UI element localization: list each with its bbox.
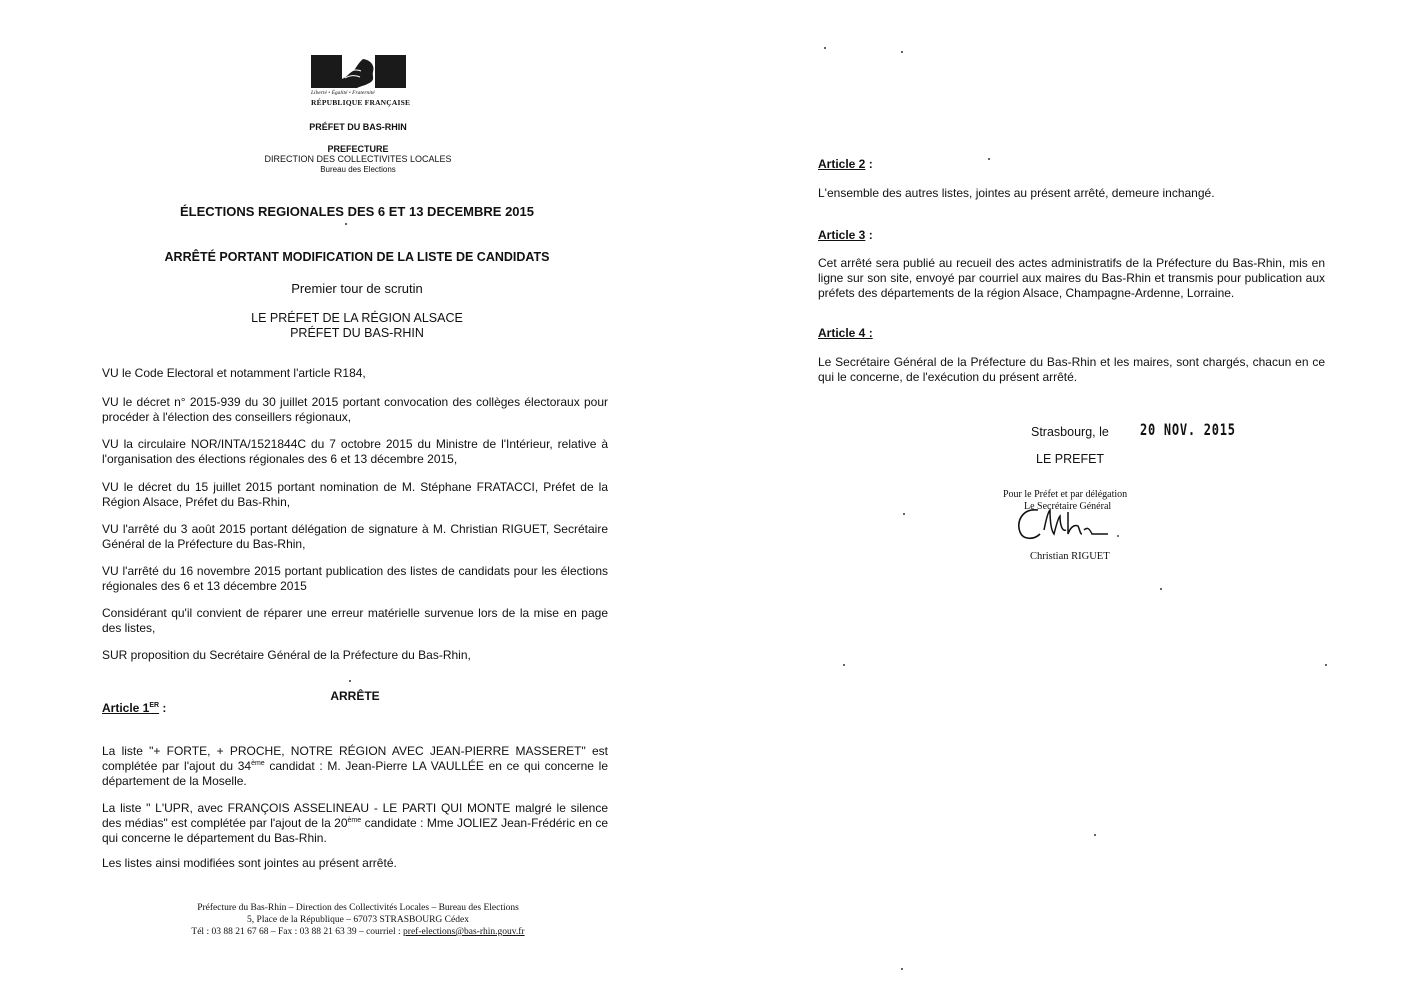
- signatory-name: Christian RIGUET: [1030, 551, 1110, 562]
- scan-speck: [901, 51, 903, 53]
- consideration-8: SUR proposition du Secrétaire Général de la Préfecture du Bas-Rhin,: [102, 648, 471, 662]
- signature-delegation: Pour le Préfet et par délégation: [1003, 489, 1128, 500]
- authority-line-2: PRÉFET DU BAS-RHIN: [290, 326, 424, 340]
- scan-speck: [349, 680, 351, 682]
- consideration-1: VU le Code Electoral et notamment l'article R184,: [102, 366, 366, 380]
- article-2-heading: Article 2 :: [818, 157, 873, 171]
- article-1-label: Article 1ER: [102, 701, 160, 715]
- article-3-heading: Article 3 :: [818, 228, 873, 242]
- article-2-text: L'ensemble des autres listes, jointes au présent arrêté, demeure inchangé.: [818, 186, 1215, 200]
- marianne-logo: [311, 55, 411, 107]
- article-1-paragraph-1: La liste "+ FORTE, + PROCHE, NOTRE RÉGION AVEC JEAN-PIERRE MASSERET" est complétée par l'ajout du 34ème candidat : M. Jean-Pierre LA VAULLÉE en ce qui concerne le département de la Moselle.: [102, 744, 608, 788]
- footer-line-3: Tél : 03 88 21 67 68 – Fax : 03 88 21 63 39 – courriel : pref-elections@bas-rhin.gouv.fr: [191, 927, 525, 937]
- signature-role: LE PREFET: [1036, 452, 1105, 466]
- article-3-label: Article 3: [818, 228, 866, 242]
- article-4-heading: [818, 326, 873, 340]
- consideration-5: VU l'arrêté du 3 août 2015 portant délégation de signature à M. Christian RIGUET, Secrétaire Général de la Préfecture du Bas-Rhin,: [102, 522, 608, 551]
- consideration-6: VU l'arrêté du 16 novembre 2015 portant publication des listes de candidats pour les élections régionales des 6 et 13 décembre 2015: [102, 564, 608, 593]
- bureau-heading: Bureau des Elections: [320, 165, 396, 174]
- scan-speck: [843, 664, 845, 666]
- signature-date-stamp: 20 NOV. 2015: [1140, 420, 1236, 439]
- article-1-paragraph-3: Les listes ainsi modifiées sont jointes au présent arrêté.: [102, 856, 397, 870]
- footer-line-1: Préfecture du Bas-Rhin – Direction des Collectivités Locales – Bureau des Elections: [197, 903, 519, 913]
- footer-email-link[interactable]: pref-elections@bas-rhin.gouv.fr: [403, 927, 525, 937]
- article-1-heading: Article 1ER :: [102, 701, 167, 715]
- consideration-4: VU le décret du 15 juillet 2015 portant nomination de M. Stéphane FRATACCI, Préfet de la Région Alsace, Préfet du Bas-Rhin,: [102, 480, 608, 509]
- prefecture-heading: PREFECTURE: [327, 144, 389, 154]
- scan-speck: [901, 968, 903, 970]
- scan-speck: [345, 223, 347, 225]
- signature-place: Strasbourg, le: [1031, 425, 1109, 439]
- scan-speck: [903, 513, 905, 515]
- consideration-3: VU la circulaire NOR/INTA/1521844C du 7 octobre 2015 du Ministre de l'Intérieur, relative à l'organisation des élections régionales des 6 et 13 décembre 2015,: [102, 437, 608, 466]
- article-4-text: Le Secrétaire Général de la Préfecture du Bas-Rhin et les maires, sont chargés, chacun en ce qui le concerne, de l'exécution du présent arrêté.: [818, 355, 1325, 384]
- footer-line-2: 5, Place de la République – 67073 STRASBOURG Cédex: [247, 915, 469, 925]
- prefet-heading: PRÉFET DU BAS-RHIN: [309, 122, 407, 132]
- article-1-paragraph-2: La liste " L'UPR, avec FRANÇOIS ASSELINEAU - LE PARTI QUI MONTE malgré le silence des médias" est complétée par l'ajout de la 20ème candidate : Mme JOLIEZ Jean-Frédéric en ce qui concerne le département du Bas-Rhin.: [102, 801, 608, 845]
- consideration-7: Considérant qu'il convient de réparer une erreur matérielle survenue lors de la mise en page des listes,: [102, 606, 608, 635]
- document-title: ÉLECTIONS REGIONALES DES 6 ET 13 DECEMBRE 2015: [180, 204, 534, 219]
- republic-name: RÉPUBLIQUE FRANÇAISE: [311, 98, 411, 107]
- document-footer: [178, 902, 538, 938]
- signature-sg-title: Le Secrétaire Général: [1024, 501, 1112, 512]
- marianne-emblem-icon: [311, 55, 406, 88]
- article-4-label: Article 4 :: [818, 326, 873, 340]
- scan-speck: [1094, 834, 1096, 836]
- direction-heading: DIRECTION DES COLLECTIVITES LOCALES: [264, 154, 452, 164]
- article-3-text: Cet arrêté sera publié au recueil des actes administratifs de la Préfecture du Bas-Rhin, mis en ligne sur son site, envoyé par courriel aux maires du Bas-Rhin et transmis pour publication aux préfets des départements de la région Alsace, Champagne-Ardenne, Lorraine.: [818, 256, 1325, 300]
- scan-speck: [1160, 588, 1162, 590]
- scan-speck: [1325, 664, 1327, 666]
- republic-motto: Liberté • Égalité • Fraternité: [311, 90, 375, 96]
- election-round: Premier tour de scrutin: [291, 281, 423, 296]
- handwritten-signature-icon: [1010, 500, 1125, 550]
- scan-speck: [988, 158, 990, 160]
- authority-line-1: LE PRÉFET DE LA RÉGION ALSACE: [251, 311, 463, 325]
- article-2-label: Article 2: [818, 157, 866, 171]
- scan-speck: [824, 47, 826, 49]
- arrete-heading: ARRÊTE: [330, 689, 380, 703]
- consideration-2: VU le décret n° 2015-939 du 30 juillet 2015 portant convocation des collèges électoraux pour procéder à l'élection des conseillers régionaux,: [102, 395, 608, 424]
- document-subtitle: ARRÊTÉ PORTANT MODIFICATION DE LA LISTE DE CANDIDATS: [164, 250, 550, 264]
